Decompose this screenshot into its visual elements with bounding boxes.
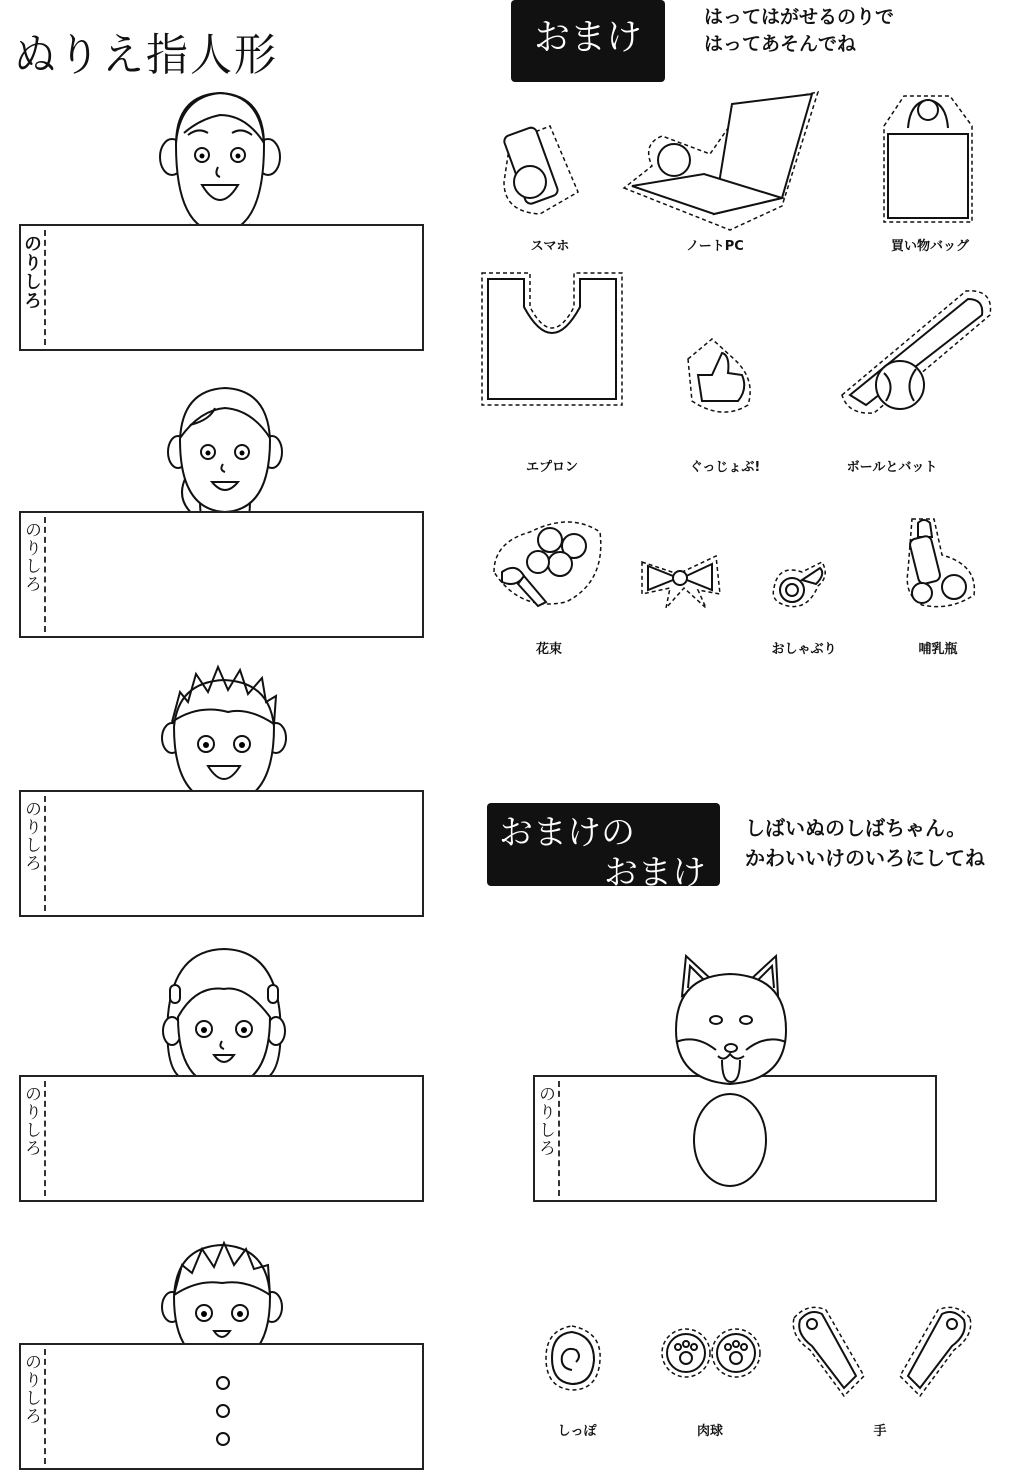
shirt-buttons bbox=[213, 1375, 233, 1455]
bonus-badge: おまけ bbox=[511, 0, 665, 82]
glue-band-4: のりしろ bbox=[19, 1075, 424, 1202]
pacifier-icon bbox=[768, 558, 832, 612]
page-title: ぬりえ指人形 bbox=[14, 28, 279, 81]
baby-bottle-icon bbox=[900, 515, 982, 610]
shopping-bag-icon bbox=[880, 88, 975, 226]
item-caption: エプロン bbox=[525, 460, 578, 475]
arm-icon bbox=[788, 1300, 976, 1400]
glue-band-dog: のりしろ bbox=[533, 1075, 937, 1202]
bouquet-icon bbox=[490, 512, 608, 612]
paw-pad-icon bbox=[660, 1325, 762, 1381]
ribbon-icon bbox=[638, 550, 722, 610]
bat-ball-icon bbox=[838, 285, 998, 420]
apron-icon bbox=[478, 265, 626, 413]
glue-band-2: のりしろ bbox=[19, 511, 424, 638]
tail-icon bbox=[542, 1322, 604, 1394]
item-caption: 買い物バッグ bbox=[890, 239, 969, 254]
item-caption: ノートPC bbox=[686, 239, 744, 254]
item-caption: ボールとバット bbox=[846, 460, 938, 475]
item-caption: 手 bbox=[873, 1424, 887, 1439]
item-caption: しっぽ bbox=[557, 1424, 597, 1439]
smartphone-icon bbox=[500, 122, 580, 222]
laptop-icon bbox=[622, 88, 822, 233]
bonus2-badge: おまけの おまけ bbox=[487, 803, 720, 886]
item-caption: 哺乳瓶 bbox=[918, 642, 958, 657]
bonus2-note: しばいぬのしばちゃん。 かわいいけのいろにしてね bbox=[745, 816, 985, 870]
glue-band-1: のりしろ bbox=[19, 224, 424, 351]
item-caption: スマホ bbox=[530, 239, 570, 254]
item-caption: 肉球 bbox=[696, 1424, 723, 1439]
item-caption: 花束 bbox=[535, 642, 562, 657]
glue-band-3: のりしろ bbox=[19, 790, 424, 917]
shiba-dog-face bbox=[666, 950, 796, 1190]
item-caption: ぐっじょぶ! bbox=[689, 460, 761, 475]
glue-band-5: のりしろ bbox=[19, 1343, 424, 1470]
item-caption: おしゃぶり bbox=[771, 642, 837, 657]
thumbs-up-icon bbox=[682, 335, 757, 420]
bonus-note: はってはがせるのりで はってあそんでね bbox=[704, 6, 895, 55]
